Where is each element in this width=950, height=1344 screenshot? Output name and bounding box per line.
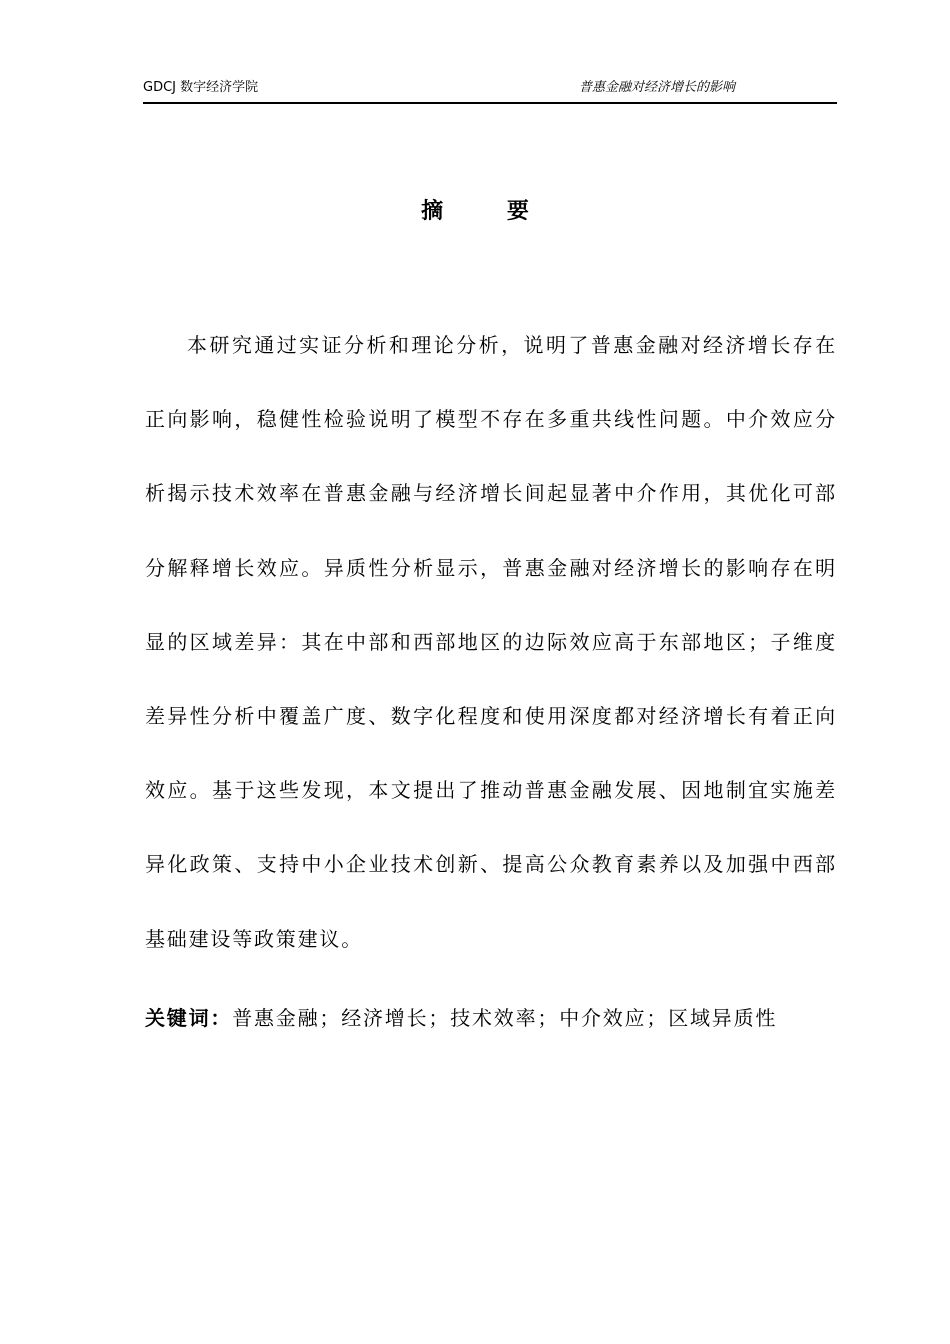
keywords-line	[145, 998, 837, 1038]
abstract-title-text: 摘 要	[421, 199, 557, 224]
header-institution: GDCJ 数字经济学院	[143, 80, 259, 95]
abstract-body: 本研究通过实证分析和理论分析，说明了普惠金融对经济增长存在正向影响，稳健性检验说明了模型不存在多重共线性问题。中介效应分析揭示技术效率在普惠金融与经济增长间起显著中介作用，其优化可部分解释增长效应。异质性分析显示，普惠金融对经济增长的影响存在明显的区域差异：其在中部和西部地区的边际效应高于东部地区；子维度差异性分析中覆盖广度、数字化程度和使用深度都对经济增长有着正向效应。基于这些发现，本文提出了推动普惠金融发展、因地制宜实施差异化政策、支持中小企业技术创新、提高公众教育素养以及加强中西部基础建设等政策建议。	[145, 333, 837, 951]
page-header	[143, 78, 837, 104]
keywords-label: 关键词：	[145, 1006, 233, 1030]
keywords-value: 普惠金融；经济增长；技术效率；中介效应；区域异质性	[232, 1006, 778, 1030]
header-paper-title: 普惠金融对经济增长的影响	[579, 80, 736, 95]
abstract-title	[0, 197, 950, 227]
